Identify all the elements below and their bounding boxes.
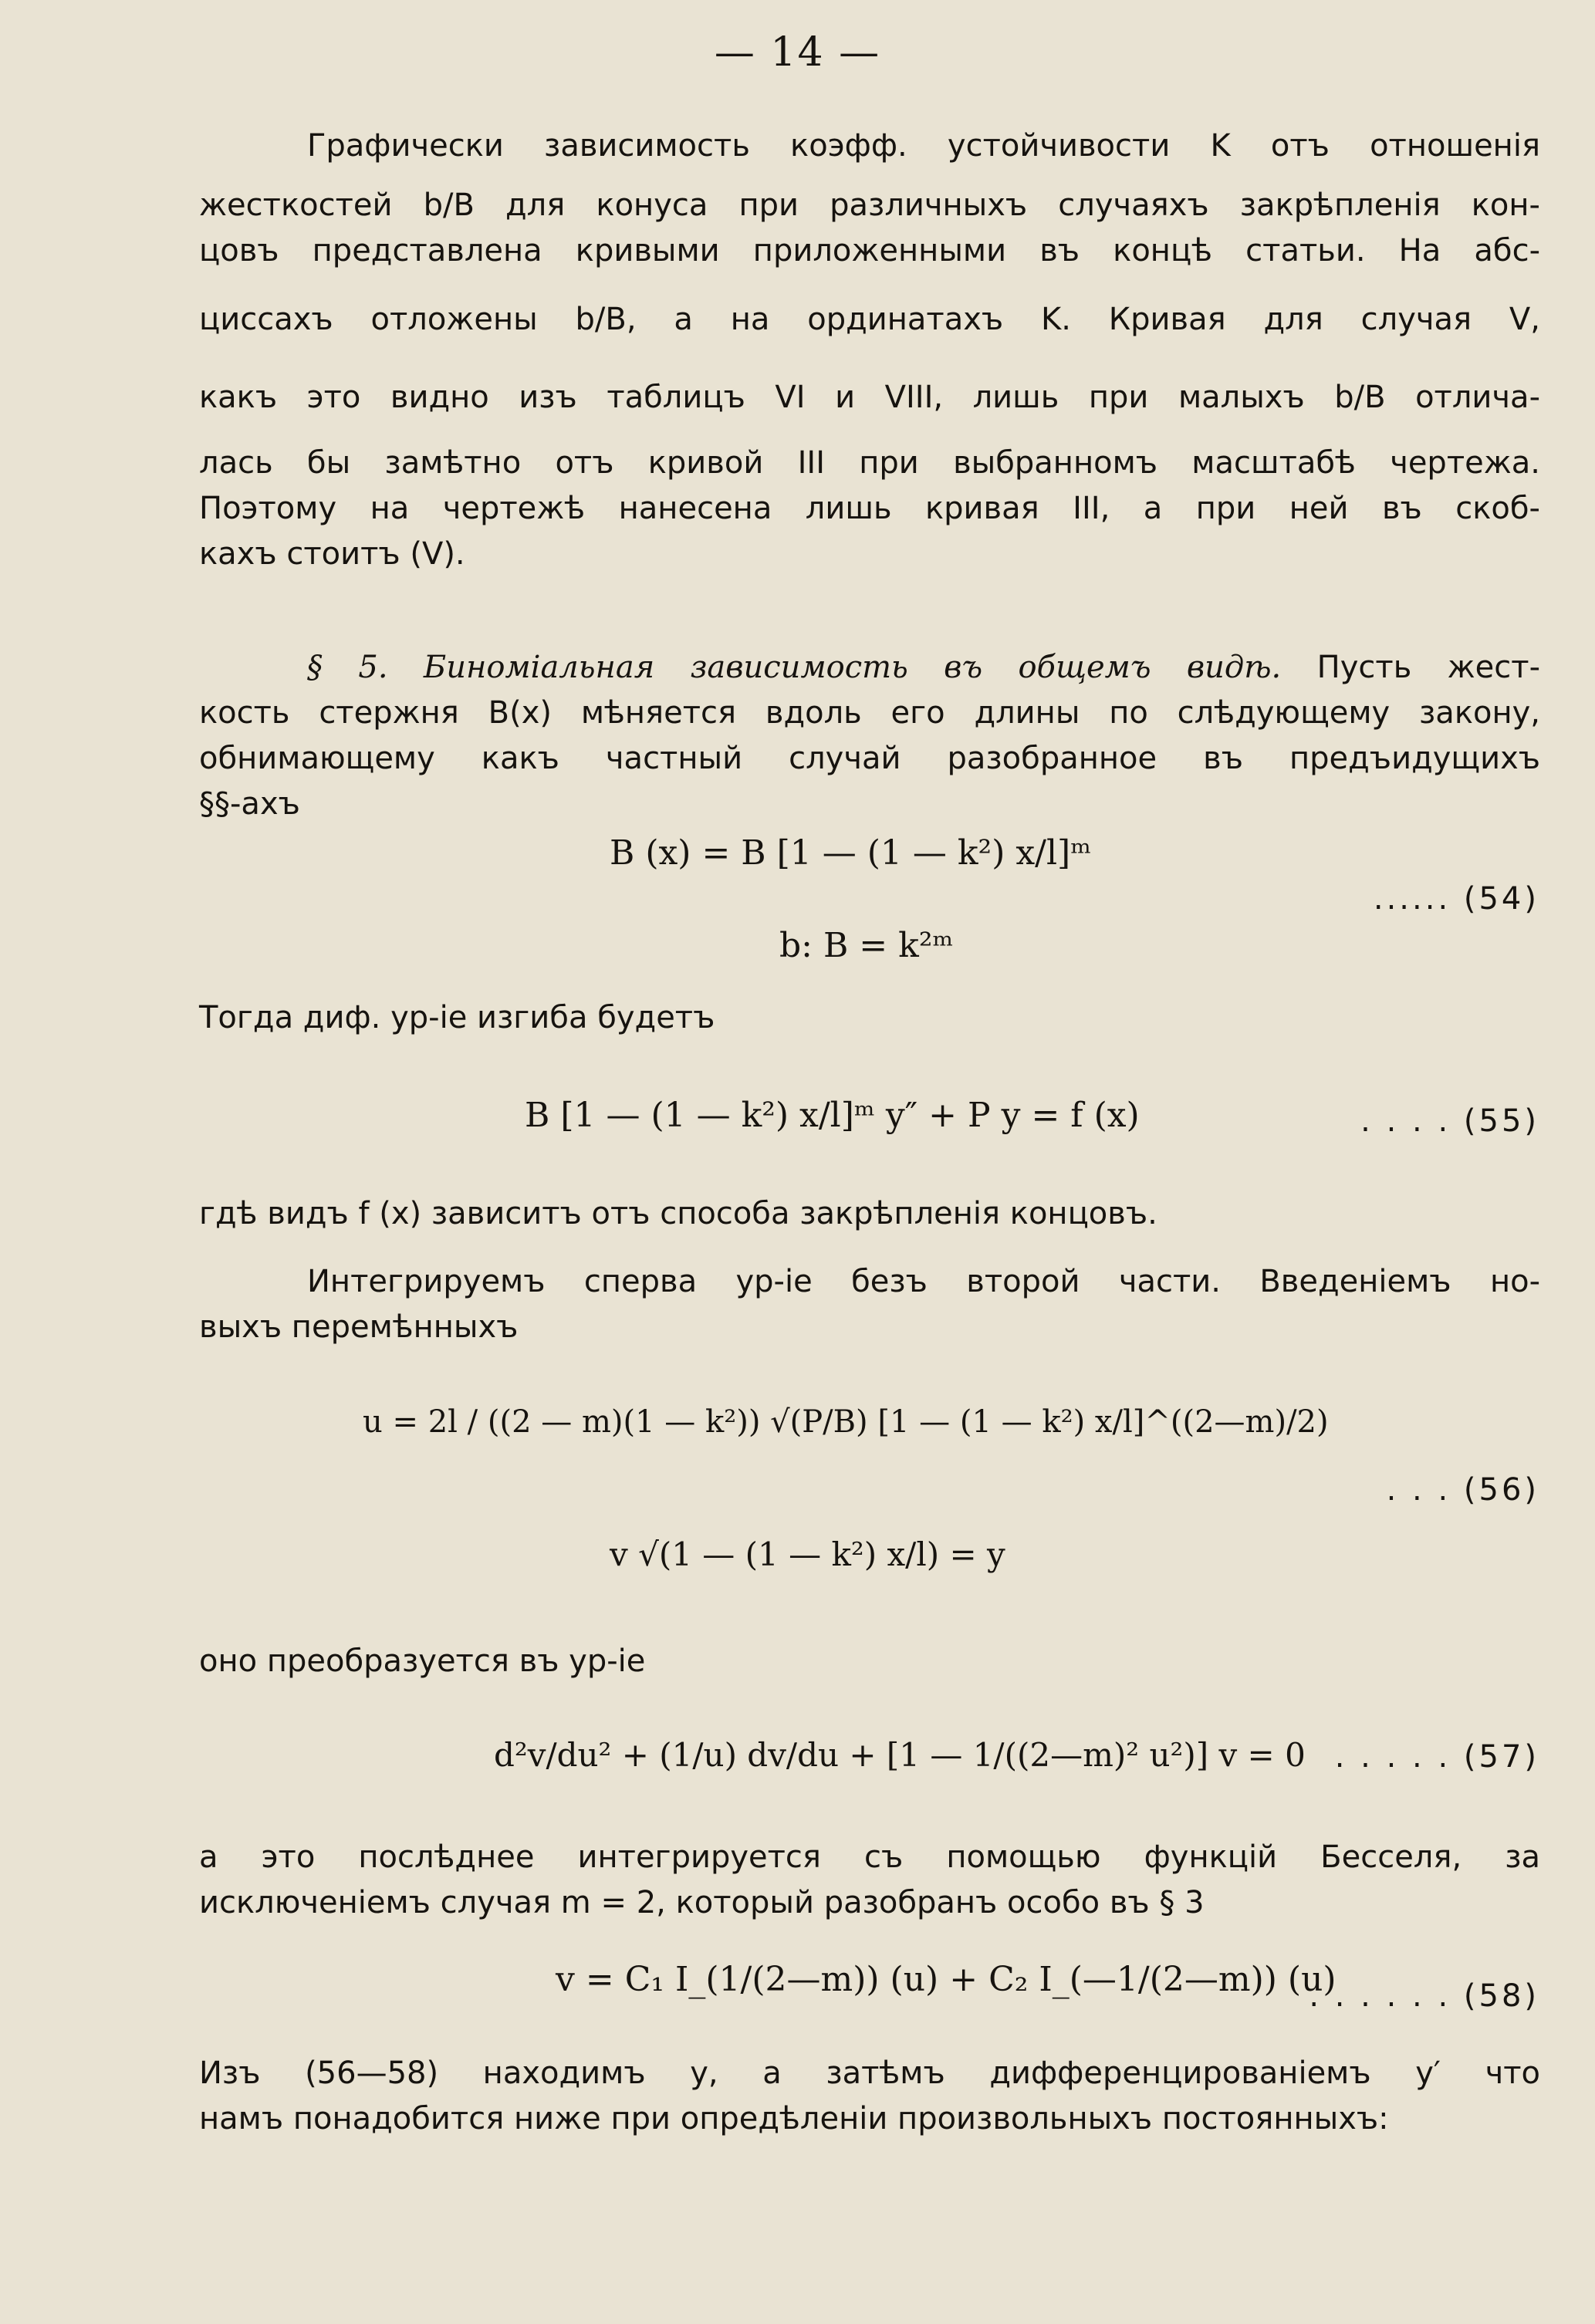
text-line: §§-ахъ: [199, 786, 300, 822]
text-line: оно преобразуется въ ур-іе: [199, 1643, 646, 1679]
paragraph-transform: [199, 1639, 1540, 1684]
equation-number-57: . . . . . (57): [1334, 1739, 1539, 1775]
equation-58: v = C₁ I_(1/(2—m)) (u) + C₂ I_(—1/(2—m)) (u): [556, 1960, 1336, 1999]
equation-number-58: . . . . . . (58): [1309, 1978, 1539, 2014]
section-heading: § 5. Биноміальная зависимость въ общемъ видѣ.: [307, 650, 1282, 685]
text-line: выхъ перемѣнныхъ: [199, 1309, 519, 1345]
text-line: Поэтому на чертежѣ нанесена лишь кривая III, а при ней въ скоб-: [199, 491, 1540, 526]
equation-57: d²v/du² + (1/u) dv/du + [1 — 1/((2—m)² u²)] v = 0: [494, 1736, 1306, 1774]
section-heading-line: § 5. Биноміальная зависимость въ общемъ видѣ. Пусть жест-: [307, 650, 1541, 685]
equation-55: B [1 — (1 — k²) x/l]ᵐ y″ + P y = f (x): [525, 1096, 1140, 1135]
paragraph-bending-eq: [199, 995, 1540, 1041]
equation-56-u: u = 2l / ((2 — m)(1 — k²)) √(P/B) [1 — (1 — k²) x/l]^((2—m)/2): [363, 1404, 1329, 1440]
paragraph-bessel: [199, 1835, 1540, 1926]
text-line: циссахъ отложены b/B, а на ординатахъ K. Кривая для случая V,: [199, 302, 1540, 337]
text-line: гдѣ видъ f (x) зависитъ отъ способа закрѣпленія концовъ.: [199, 1196, 1157, 1231]
page-number: — 14 —: [714, 29, 881, 76]
equation-number-55: . . . . (55): [1360, 1103, 1539, 1139]
text-line: кость стержня B(x) мѣняется вдоль его длины по слѣдующему закону,: [199, 695, 1540, 731]
text-line: Изъ (56—58) находимъ y, а затѣмъ дифференцированіемъ y′ что: [199, 2055, 1540, 2091]
text-line: лась бы замѣтно отъ кривой III при выбранномъ масштабѣ чертежа.: [199, 445, 1540, 481]
text-line: Интегрируемъ сперва ур-іе безъ второй части. Введеніемъ но-: [307, 1264, 1540, 1299]
text-line: какъ это видно изъ таблицъ VI и VIII, лишь при малыхъ b/B отлича-: [199, 380, 1540, 415]
text-line: Тогда диф. ур-іе изгиба будетъ: [199, 1000, 715, 1035]
text-line: исключеніемъ случая m = 2, который разобранъ особо въ § 3: [199, 1885, 1205, 1920]
text-line: намъ понадобится ниже при опредѣленіи произвольныхъ постоянныхъ:: [199, 2101, 1389, 2137]
paragraph-derivative: [199, 2051, 1540, 2142]
text-line: Графически зависимость коэфф. устойчивости K отъ отношенія: [307, 128, 1540, 164]
equation-number-56: . . . (56): [1386, 1472, 1539, 1508]
paragraph-section-5: [199, 645, 1540, 827]
text-line: цовъ представлена кривыми приложенными въ концѣ статьи. На абс-: [199, 233, 1540, 269]
equation-number-54: ...... (54): [1373, 881, 1539, 917]
equation-56-v: v √(1 — (1 — k²) x/l) = y: [610, 1535, 1005, 1573]
paragraph-integration: [199, 1259, 1540, 1350]
equation-54: B (x) = B [1 — (1 — k²) x/l]ᵐ: [610, 833, 1092, 873]
text-line: жесткостей b/B для конуса при различныхъ случаяхъ закрѣпленія кон-: [199, 187, 1540, 223]
text-line: обнимающему какъ частный случай разобранное въ предъидущихъ: [199, 741, 1540, 776]
paragraph-f-of-x: [199, 1191, 1540, 1237]
equation-54-ratio: b: B = k²ᵐ: [779, 926, 954, 965]
text-line: а это послѣднее интегрируется съ помощью функцій Бесселя, за: [199, 1839, 1540, 1875]
text-line: кахъ стоитъ (V).: [199, 536, 465, 572]
paragraph-graphs: [199, 123, 1540, 577]
